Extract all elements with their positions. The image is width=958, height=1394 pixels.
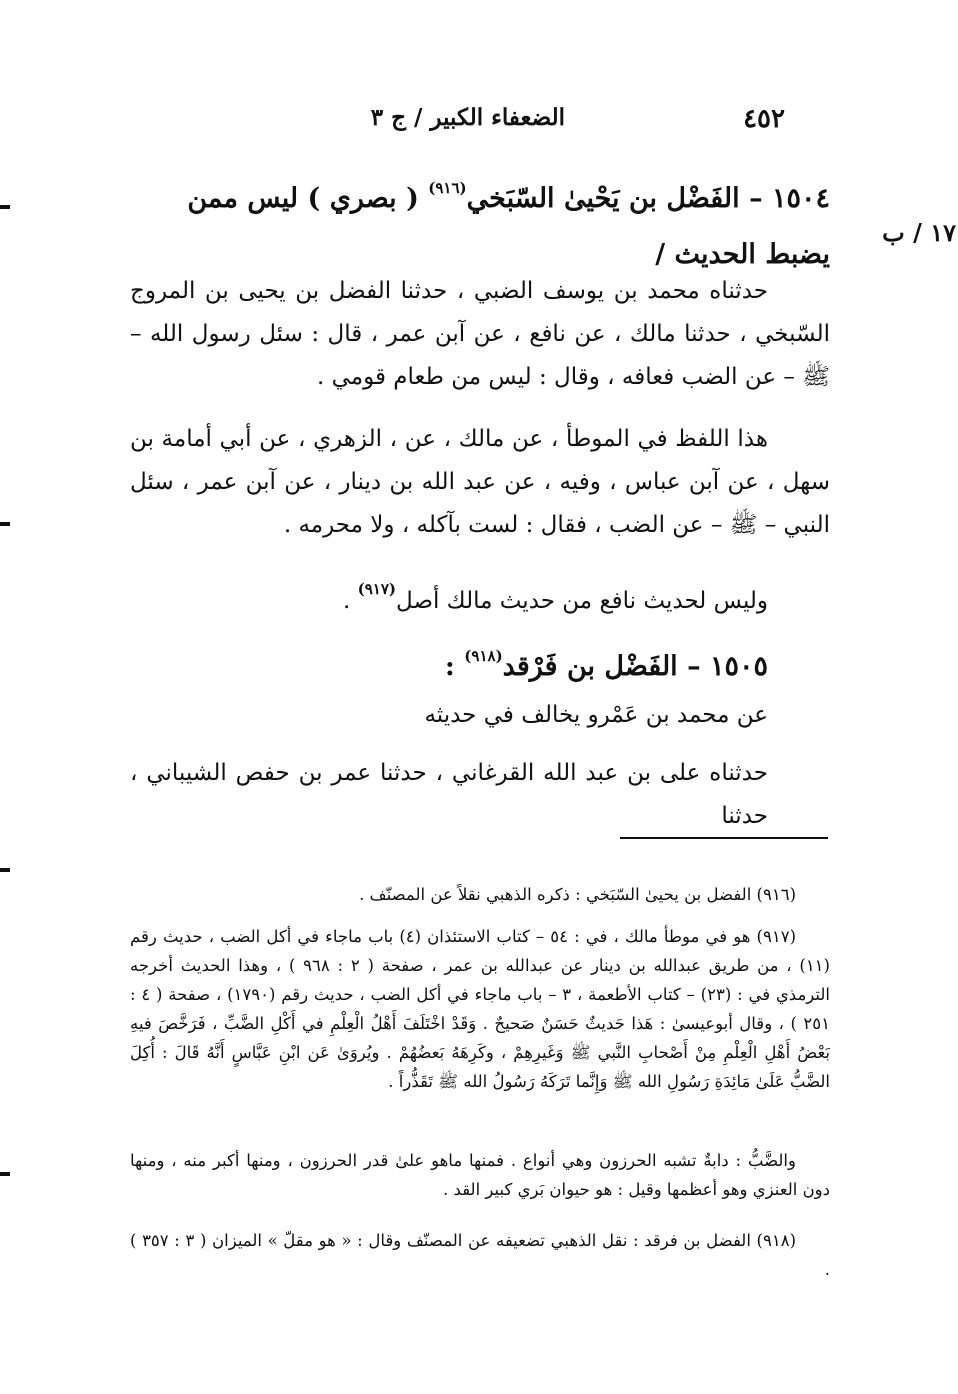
footnote-ref: (٩١٦) <box>428 179 467 197</box>
entry-1504-heading <box>130 160 830 283</box>
scan-edge-mark <box>0 522 10 526</box>
paragraph-narrator-note: عن محمد بن عَمْرو يخالف في حديثه <box>424 702 768 728</box>
manuscript-folio-reference: ١٧ / ب <box>882 218 956 247</box>
footnote-ref: (٩١٧) <box>357 580 397 598</box>
footnote-917-continuation: والضَّبُّ : دابةٌ تشبه الحرزون وهي أنواع . فمنها ماهو علىٰ قدر الحرزون ، ومنها أكبر منه ، ومنها دون العنزي وهو أعظمها وقيل : هو حيوان بَري كبير القد . <box>130 1151 830 1199</box>
footnote-916: (٩١٦) الفضل بن يحيىٰ السّبَخي : ذكره الذهبي نقلاً عن المصنّف . <box>359 885 796 904</box>
entry-1505-heading <box>130 628 830 695</box>
entry-description: ( بصري ) ليس ممن <box>187 183 419 214</box>
footnote-918: (٩١٨) الفضل بن فرقد : نقل الذهبي تضعيفه عن المصنّف وقال : « هو مقلّ » الميزان ( ٣ : ٣٥٧ ) . <box>130 1231 830 1279</box>
scan-edge-mark <box>0 868 10 872</box>
scan-edge-mark <box>0 1172 10 1176</box>
paragraph-end: . <box>343 588 358 614</box>
paragraph-text: وليس لحديث نافع من حديث مالك أصل <box>396 588 768 614</box>
entry-description-cont: يضبط الحديث / <box>655 239 830 270</box>
entry-number: ١٥٠٥ – <box>687 651 768 682</box>
footnote-ref: (٩١٨) <box>464 647 503 665</box>
paragraph-note <box>130 568 830 623</box>
paragraph-isnad: حدثناه على بن عبد الله القرغاني ، حدثنا عمر بن حفص الشيباني ، حدثنا <box>130 760 768 829</box>
entry-name: الفَضْل بن يَحْيىٰ السّبَخي <box>466 183 740 214</box>
footnote-917: (٩١٧) هو في موطأ مالك ، في : ٥٤ – كتاب الاستئذان (٤) باب ماجاء في أكل الضب ، حديث رقم (١١) ، من طريق عبدالله بن دينار عن عبدالله بن عمر ، صفحة ( ٢ : ٩٦٨ ) ، وهذا الحديث أخرجه الترمذي في : (٢٣) – كتاب الأطعمة ، ٣ – باب ماجاء في أكل الضب ، حديث رقم (١٧٩٠) ، صفحة ( ٤ : ٢٥١ ) ، وقال أبوعيسىٰ : هَذا حَديثٌ حَسَنٌ صَحيحٌ . وَقَدْ اخْتَلَفَ أَهْلُ الْعِلْمِ في أَكْلِ الضَّبِّ ، فَرَخَّصَ فيهِ بَعْضُ أَهْلِ الْعِلْمِ مِنْ أَصْحابِ النَّبي ﷺ وَغَيرِهِمْ ، وكَرِهَهُ بَعضُهُمْ . ويُروَىٰ عَن ابْنِ عَبَّاسٍ أَنَّهُ قَالَ : أُكِلَ الضَّبُّ عَلَىٰ مَائِدَةِ رَسُولِ الله ﷺ وَإِنَّما تَرَكَهُ رَسُولُ الله ﷺ تَقَذُّراً . <box>130 927 830 1091</box>
scan-edge-mark <box>0 205 10 209</box>
paragraph-commentary: هذا اللفظ في الموطأ ، عن مالك ، عن ، الزهري ، عن أبي أمامة بن سهل ، عن آبن عباس ، وفيه ، عن عبد الله بن دينار ، عن آبن عمر ، سئل النبي – ﷺ – عن الضب ، فقال : لست بآكله ، ولا محرمه . <box>130 426 830 538</box>
running-title: الضعفاء الكبير / ج ٣ <box>370 104 565 131</box>
entry-number: ١٥٠٤ – <box>749 183 830 214</box>
entry-name: الفَضْل بن فَرْقد <box>502 651 678 682</box>
footnote-separator <box>620 837 828 839</box>
running-header <box>130 100 830 140</box>
entry-end: : <box>444 651 465 682</box>
page-number: ٤٥٢ <box>743 104 785 134</box>
paragraph-hadith-1: حدثناه محمد بن يوسف الضبي ، حدثنا الفضل بن يحيى بن المروج السّبخي ، حدثنا مالك ، عن نافع ، عن آبن عمر ، قال : سئل رسول الله – ﷺ – عن الضب فعافه ، وقال : ليس من طعام قومي . <box>130 278 830 390</box>
